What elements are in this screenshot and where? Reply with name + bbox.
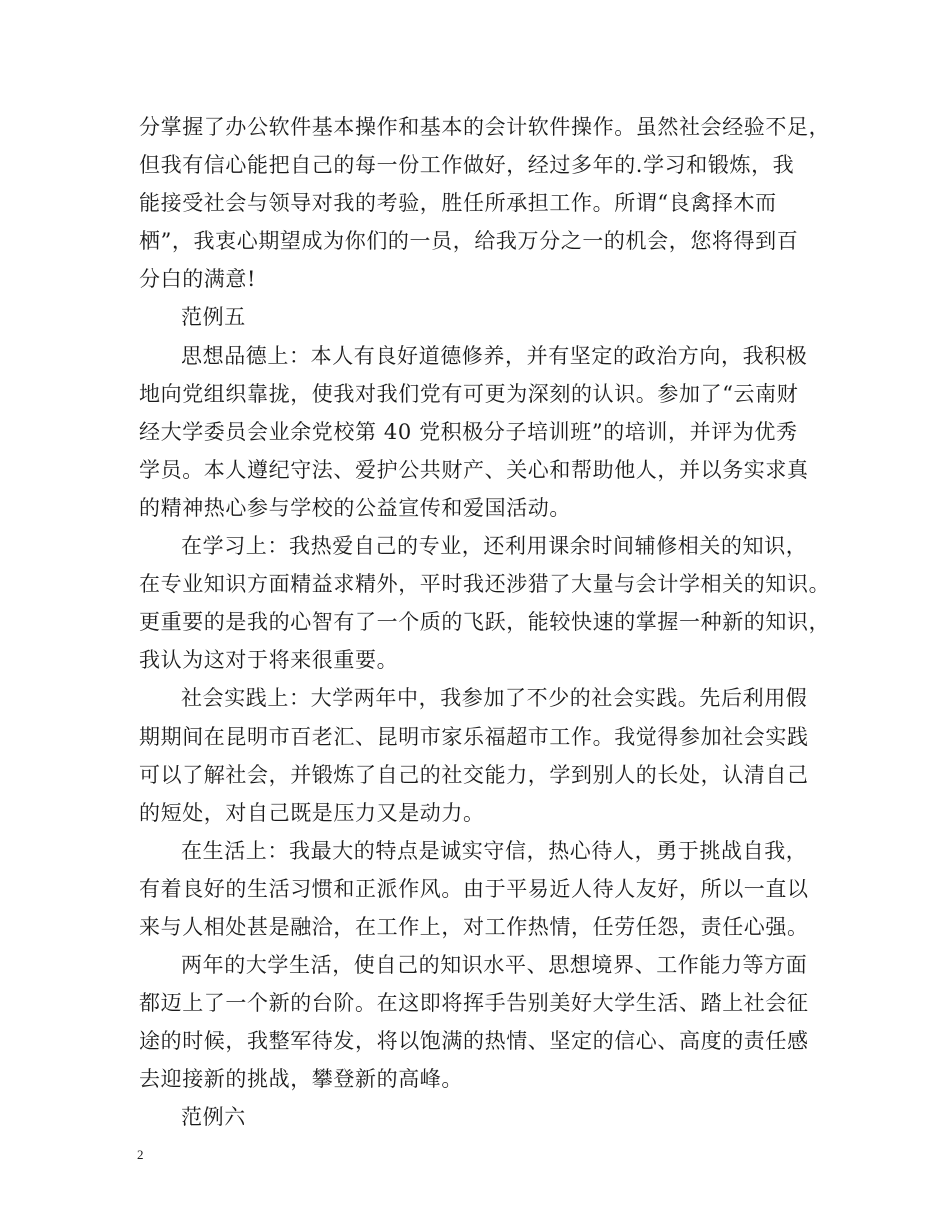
- text-line: 思想品德上：本人有良好道德修养，并有坚定的政治方向，我积极: [181, 343, 808, 368]
- text-line: 我认为这对于将来很重要。: [139, 648, 399, 673]
- text-line: 社会实践上：大学两年中，我参加了不少的社会实践。先后利用假: [181, 686, 808, 711]
- text-line: 在专业知识方面精益求精外，平时我还涉猎了大量与会计学相关的知识。: [139, 572, 831, 597]
- text-line: 更重要的是我的心智有了一个质的飞跃，能较快速的掌握一种新的知识，: [139, 610, 831, 635]
- text-line: 来与人相处甚是融洽，在工作上，对工作热情，任劳任怨，责任心强。: [139, 914, 809, 939]
- text-line: 两年的大学生活，使自己的知识水平、思想境界、工作能力等方面: [181, 953, 808, 978]
- text-line: 学员。本人遵纪守法、爱护公共财产、关心和帮助他人，并以务实求真: [139, 457, 809, 482]
- text-line: 都迈上了一个新的台阶。在这即将挥手告别美好大学生活、踏上社会征: [139, 991, 809, 1016]
- text-line: 去迎接新的挑战，攀登新的高峰。: [139, 1067, 463, 1092]
- body-text: [139, 108, 829, 1137]
- text-line: 有着良好的生活习惯和正派作风。由于平易近人待人友好，所以一直以: [139, 876, 809, 901]
- text-line: 地向党组织靠拢，使我对我们党有可更为深刻的认识。参加了“云南财: [139, 381, 799, 406]
- text-line: 的精神热心参与学校的公益宣传和爱国活动。: [139, 495, 571, 520]
- page-number: 2: [137, 1147, 144, 1162]
- text-line: 分掌握了办公软件基本操作和基本的会计软件操作。虽然社会经验不足，: [139, 115, 831, 139]
- text-line: 范例六: [181, 1105, 246, 1130]
- text-line: 可以了解社会，并锻炼了自己的社交能力，学到别人的长处，认清自己: [139, 762, 809, 787]
- text-line: 范例五: [181, 305, 246, 330]
- text-line: 经大学委员会业余党校第 40 党积极分子培训班”的培训，并评为优秀: [139, 419, 798, 444]
- text-line: 途的时候，我整军待发，将以饱满的热情、坚定的信心、高度的责任感: [139, 1029, 809, 1054]
- text-line: 分白的满意!: [139, 267, 257, 292]
- text-line: 能接受社会与领导对我的考验，胜任所承担工作。所谓“良禽择木而: [139, 191, 777, 216]
- text-line: 在学习上：我热爱自己的专业，还利用课余时间辅修相关的知识，: [181, 534, 808, 559]
- text-line: 期期间在昆明市百老汇、昆明市家乐福超市工作。我觉得参加社会实践: [139, 724, 809, 749]
- text-line: 在生活上：我最大的特点是诚实守信，热心待人，勇于挑战自我，: [181, 838, 808, 863]
- text-line: 但我有信心能把自己的每一份工作做好，经过多年的.学习和锻炼，我: [139, 153, 795, 178]
- text-line: 的短处，对自己既是压力又是动力。: [139, 800, 485, 825]
- text-line: 栖”，我衷心期望成为你们的一员，给我万分之一的机会，您将得到百: [139, 229, 799, 254]
